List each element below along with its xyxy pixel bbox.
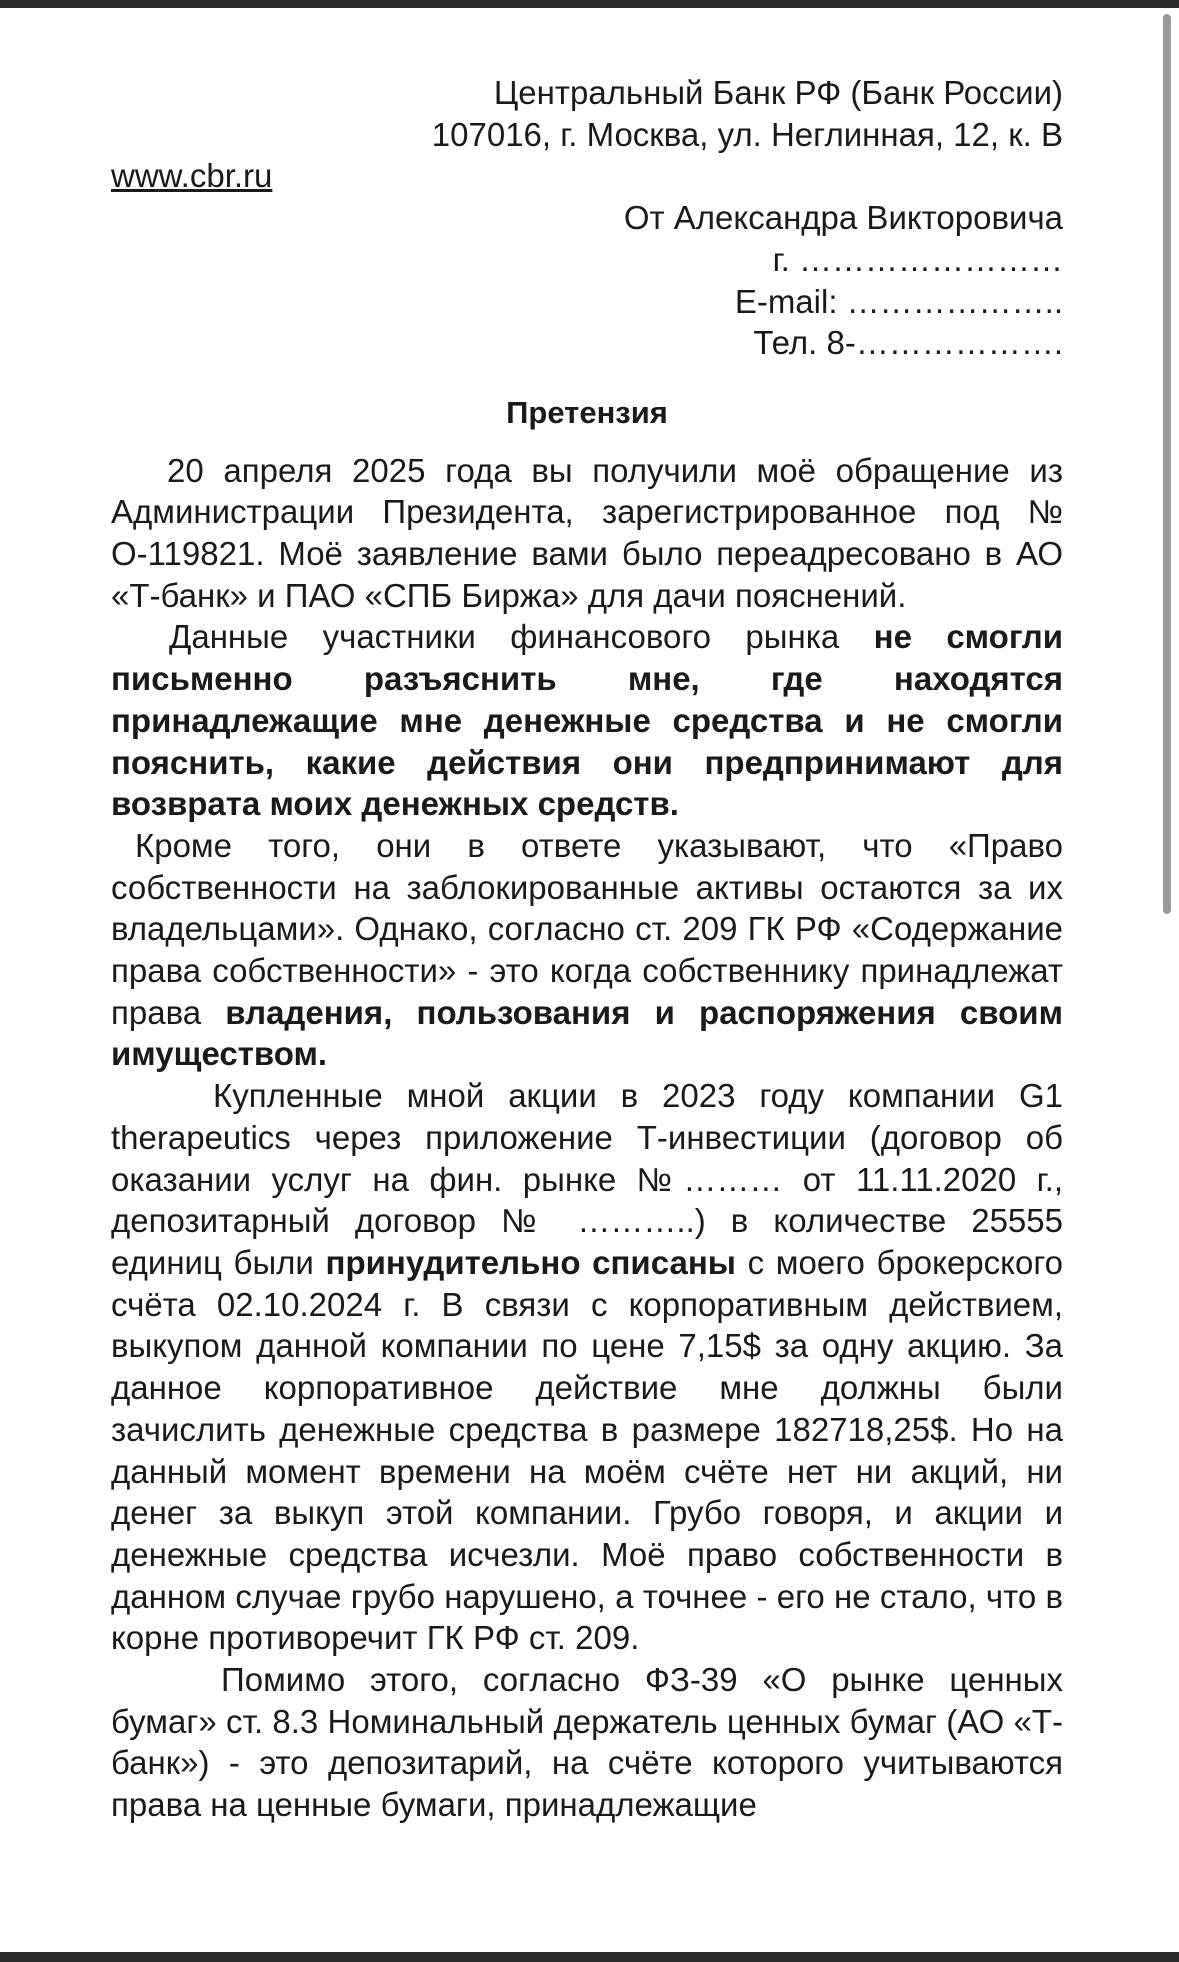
bottom-edge-bar xyxy=(0,1952,1179,1962)
sender-phone: Тел. 8-………………. xyxy=(753,324,1063,362)
paragraph-2 xyxy=(111,616,1063,825)
paragraph-4 xyxy=(111,1075,1063,1659)
paragraph-3-bold: владения, пользования и распоряжения своим имуществом. xyxy=(111,993,1063,1073)
paragraph-5: Помимо этого, согласно ФЗ-39 «О рынке ценных бумаг» ст. 8.3 Номинальный держатель ценных бумаг (АО «Т-банк») - это депозитарий, на счёте которого учитываются права на ценные бумаги, принадлежащие xyxy=(111,1661,1063,1824)
paragraph-2-text: Данные участники финансового рынка xyxy=(169,618,874,656)
recipient-address: 107016, г. Москва, ул. Неглинная, 12, к. В xyxy=(431,115,1063,153)
document-page xyxy=(111,72,1063,1826)
sender-email: E-mail: ……………….. xyxy=(734,282,1063,320)
recipient-line: Центральный Банк РФ (Банк России) xyxy=(493,74,1063,111)
paragraph-4-text-c: с моего брокерского счёта 02.10.2024 г. В связи с корпоративным действием, выкупом данной компании по цене 7,15$ за одну акцию. За данное корпоративное действие мне должны были зачислить денежные средства в размере 182718,25$. Но на данный момент времени на моём счёте нет ни акций, ни денег за выкуп этой компании. Грубо говоря, и акции и денежные средства исчезли. Моё право собственности в данном случае грубо нарушено, а точнее - его не стало, что в корне противоречит ГК РФ ст. 209. xyxy=(111,1243,1063,1657)
paragraph-4-bold: принудительно списаны xyxy=(325,1243,736,1281)
paragraph-1: 20 апреля 2025 года вы получили моё обращение из Администрации Президента, зарегистрированное под № О-119821. Моё заявление вами было переадресовано в АО «Т-банк» и ПАО «СПБ Биржа» для дачи пояснений. xyxy=(111,451,1063,614)
paragraph-2-bold: не смогли письменно разъяснить мне, где находятся принадлежащие мне денежные средства и не смогли пояснить, какие действия они предпринимают для возврата моих денежных средств. xyxy=(111,618,1063,823)
website-line xyxy=(111,155,1063,197)
top-edge-bar xyxy=(0,0,1179,8)
sender-name: От Александра Викторовича xyxy=(623,199,1063,237)
sender-city: г. …………………… xyxy=(772,240,1063,278)
paragraph-3-text: Кроме того, они в ответе указывают, что «Право собственности на заблокированные активы остаются за их владельцами». Однако, согласно ст. 209 ГК РФ «Содержание права собственности» - это когда собственнику принадлежат права xyxy=(111,826,1063,1031)
paragraph-4-text-a: Купленные мной акции в 2023 году компании G1 therapeutics через приложение Т-инвестиции (договор об оказании услуг на фин. рынке №……… от 11.11.2020 г., депозитарный договор № ………..) в количестве 25555 единиц были xyxy=(111,1077,1063,1281)
website-link[interactable]: www.cbr.ru xyxy=(111,157,273,195)
paragraph-3 xyxy=(111,825,1063,1075)
scrollbar[interactable] xyxy=(1163,14,1171,914)
document-title: Претензия xyxy=(506,394,668,430)
